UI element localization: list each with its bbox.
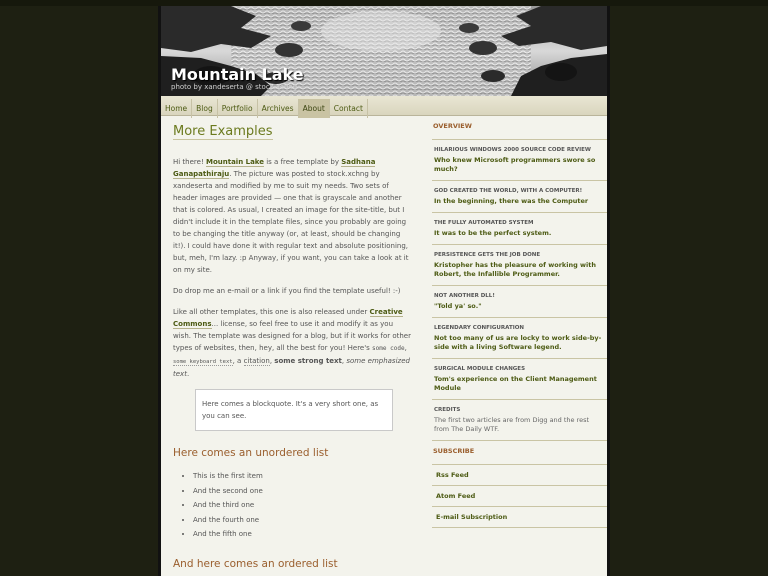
article-link[interactable]: In the beginning, there was the Computer — [434, 197, 589, 205]
sidebar-article[interactable] — [432, 213, 610, 245]
page-heading: More Examples — [173, 124, 273, 139]
license-paragraph: Like all other templates, this one is also released under Creative Commons... license, so feel free to use it and modify it as you wish. The template was designed for a blog, but if it works for other types of websites, then, hey, all the best for you! Here's some code, some keyboard text, a citation, some strong text, some emphasized text. — [173, 308, 411, 378]
page-container — [158, 6, 610, 576]
sidebar-article[interactable] — [432, 359, 610, 400]
author-link[interactable]: Sadhana Ganapathiraju — [173, 158, 376, 178]
ul-heading: Here comes an unordered list — [173, 447, 329, 459]
sidebar-article[interactable] — [432, 318, 610, 359]
article-link[interactable]: Kristopher has the pleasure of working with Robert, the Infallible Programmer. — [434, 261, 596, 278]
intro-paragraph: Hi there! Mountain Lake is a free template by Sadhana Ganapathiraju. The picture was posted to stock.xchng by xandeserta and modified by me to suit my needs. Two sets of header images are provided — one that is grayscale and another that is colored. As usual, I created an image for the site-title, but I didn't include it in the template files, since you probably are going to be changing the title anyway (or, at least, should be changing it!). I could have done it with regular text and absolute positioning, but, meh, I'm lazy. :p Anyway, if you want, you can take a look at it on my site. — [173, 158, 409, 274]
nav-about[interactable]: About — [299, 99, 330, 118]
sidebar-article[interactable] — [432, 245, 610, 286]
sidebar-credits — [432, 400, 610, 441]
mountain-lake-link[interactable]: Mountain Lake — [205, 158, 265, 166]
list-item: • This is the first item — [193, 469, 413, 484]
article-title: HILARIOUS WINDOWS 2000 SOURCE CODE REVIEW — [434, 147, 591, 153]
article-title: LEGENDARY CONFIGURATION — [434, 325, 525, 331]
subscribe-heading: SUBSCRIBE — [432, 445, 610, 465]
nav-portfolio[interactable]: Portfolio — [218, 99, 258, 118]
article-title: PERSISTENCE GETS THE JOB DONE — [434, 252, 541, 258]
blockquote: Here comes a blockquote. It's a very short one, as you can see. — [195, 389, 393, 431]
nav-blog[interactable]: Blog — [192, 99, 218, 118]
list-item: • And the second one — [193, 484, 413, 499]
credits-title: CREDITS — [434, 407, 461, 413]
credits-text: The first two articles are from Digg and the rest from The Daily WTF. — [434, 416, 590, 433]
rss-feed-link[interactable]: Rss Feed — [432, 465, 610, 486]
article-title: NOT ANOTHER DLL! — [434, 293, 495, 299]
creative-commons-link[interactable]: Creative Commons — [173, 308, 403, 328]
main-content — [173, 126, 413, 576]
overview-heading: OVERVIEW — [432, 120, 610, 140]
site-subtitle: photo by xandeserta @ stock.xchng — [171, 83, 298, 91]
header-banner — [161, 6, 607, 96]
article-title: THE FULLY AUTOMATED SYSTEM — [434, 220, 534, 226]
sidebar-article[interactable] — [432, 140, 610, 181]
article-link[interactable]: Tom's experience on the Client Management Module — [434, 375, 597, 392]
contact-paragraph: Do drop me an e-mail or a link if you find the template useful! :-) — [173, 287, 401, 295]
nav-contact[interactable]: Contact — [330, 99, 368, 118]
nav-archives[interactable]: Archives — [258, 99, 299, 118]
code-sample: some code — [372, 345, 405, 352]
article-title: SURGICAL MODULE CHANGES — [434, 366, 526, 372]
sidebar — [432, 120, 610, 528]
article-link[interactable]: Not too many of us are locky to work side-by-side with a living Software legend. — [434, 334, 602, 351]
ol-heading: And here comes an ordered list — [173, 557, 338, 570]
list-item: • And the fourth one — [193, 513, 413, 528]
main-nav — [161, 96, 607, 116]
unordered-list — [173, 469, 413, 542]
article-link[interactable]: Who knew Microsoft programmers swore so much? — [434, 156, 596, 173]
article-link[interactable]: "Told ya' so." — [434, 302, 482, 310]
list-item: • And the third one — [193, 498, 413, 513]
email-subscription-link[interactable]: E-mail Subscription — [432, 507, 610, 528]
article-title: GOD CREATED THE WORLD, WITH A COMPUTER! — [434, 188, 583, 194]
keyboard-text: some keyboard text — [173, 359, 233, 365]
site-title[interactable]: Mountain Lake — [171, 65, 304, 84]
strong-text: some strong text — [274, 357, 342, 365]
sidebar-article[interactable] — [432, 181, 610, 213]
sidebar-article[interactable] — [432, 286, 610, 318]
nav-home[interactable]: Home — [161, 99, 192, 118]
list-item: • And the fifth one — [193, 527, 413, 542]
emphasized-text: some emphasized text — [173, 357, 410, 378]
atom-feed-link[interactable]: Atom Feed — [432, 486, 610, 507]
citation: citation — [243, 357, 270, 365]
article-link[interactable]: It was to be the perfect system. — [434, 229, 552, 237]
